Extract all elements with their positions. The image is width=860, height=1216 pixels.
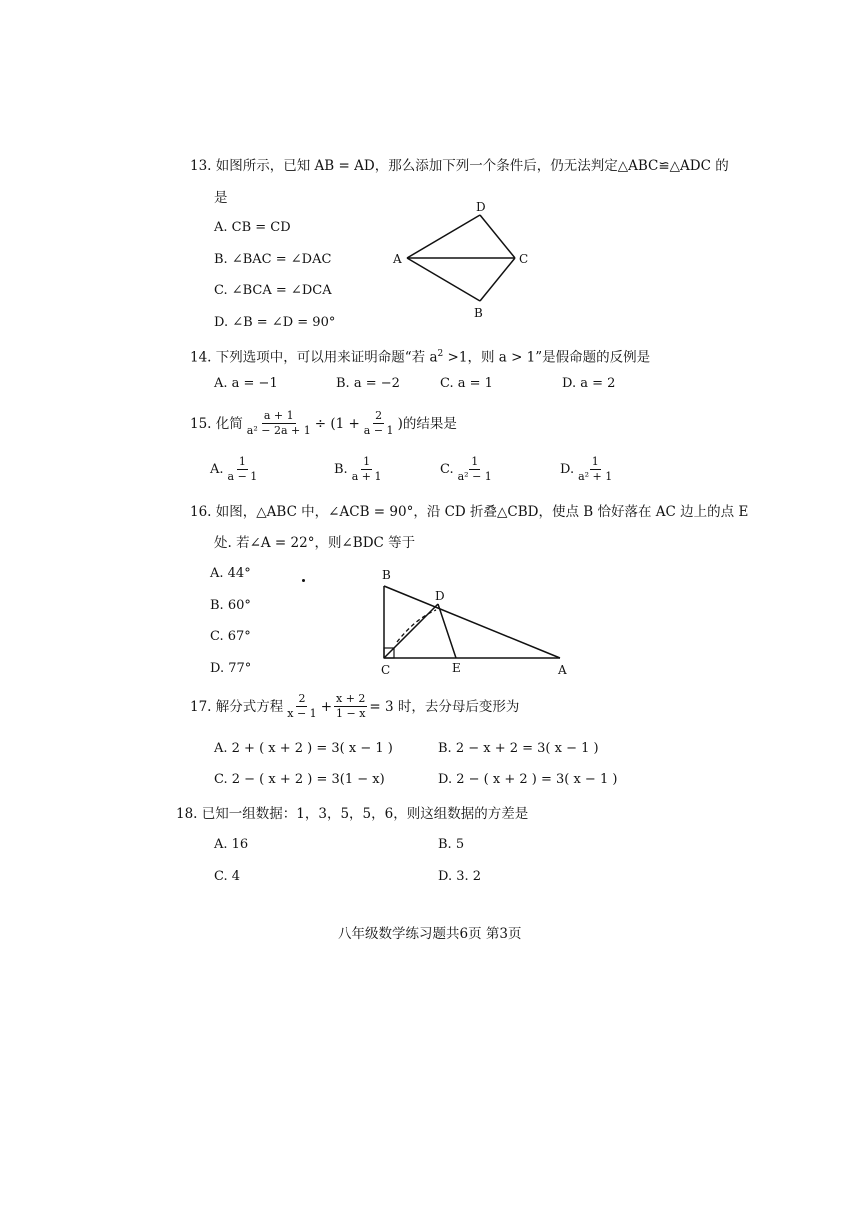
q15-stem — [190, 410, 457, 437]
q16-label-a: A — [558, 663, 567, 677]
q18-option-a: A. 16 — [214, 837, 249, 852]
q15-stem-post: )的结果是 — [397, 415, 457, 432]
q14-option-a: A. a = −1 — [214, 376, 278, 391]
q15-stem-pre: 15. 化简 — [190, 415, 243, 432]
q17-option-b: B. 2 − x + 2 = 3( x − 1 ) — [438, 741, 599, 756]
q17-frac1-den: x − 1 — [287, 707, 317, 720]
q15-option-b — [334, 456, 385, 483]
q15-option-c-den: a² − 1 — [457, 470, 492, 483]
q13-label-d: D — [476, 200, 486, 214]
q14-stem-post: >1，则 a > 1”是假命题的反例是 — [443, 349, 651, 366]
q14-stem — [190, 346, 650, 366]
q17-option-a: A. 2 + ( x + 2 ) = 3( x − 1 ) — [214, 741, 393, 756]
q15-option-a-fraction — [226, 456, 260, 483]
q15-option-a-den: a − 1 — [227, 470, 258, 483]
page-footer: 八年级数学练习题共6页 第3页 — [338, 926, 522, 942]
q13-option-d: D. ∠B = ∠D = 90° — [214, 315, 336, 330]
q14-stem-sup: 2 — [437, 349, 444, 359]
q15-option-c-num: 1 — [471, 455, 479, 468]
q17-option-d: D. 2 − ( x + 2 ) = 3( x − 1 ) — [438, 772, 618, 787]
q13-option-b: B. ∠BAC = ∠DAC — [214, 252, 332, 267]
q15-option-a-letter: A. — [210, 461, 224, 477]
q15-option-c-fraction — [456, 456, 494, 483]
q17-fraction-2 — [334, 693, 367, 720]
q15-frac2-num: 2 — [375, 409, 383, 422]
q15-frac2-den: a − 1 — [363, 424, 394, 437]
q18-stem: 18. 已知一组数据：1，3，5，5，6，则这组数据的方差是 — [176, 806, 529, 822]
q14-option-b: B. a = −2 — [336, 376, 400, 391]
q16-stem-line1: 16. 如图，△ABC 中，∠ACB = 90°，沿 CD 折叠△CBD，使点 B 恰好落在 AC 边上的点 E — [190, 504, 749, 520]
q15-option-b-num: 1 — [363, 455, 371, 468]
q15-option-c-letter: C. — [440, 461, 454, 477]
q18-option-b: B. 5 — [438, 837, 465, 852]
q16-label-e: E — [452, 661, 461, 675]
q15-fraction-1 — [245, 410, 313, 437]
q17-frac2-num: x + 2 — [336, 692, 366, 705]
q15-option-b-fraction — [350, 456, 384, 483]
q14-option-d: D. a = 2 — [562, 376, 616, 391]
q13-label-a: A — [393, 252, 402, 266]
q16-label-b: B — [382, 568, 391, 582]
q16-option-d: D. 77° — [210, 661, 252, 676]
q15-option-a — [210, 456, 261, 483]
q15-option-d-num: 1 — [591, 455, 599, 468]
q18-option-d: D. 3. 2 — [438, 869, 482, 884]
q17-stem — [190, 693, 519, 720]
q18-option-c: C. 4 — [214, 869, 241, 884]
q15-frac1-den: a² − 2a + 1 — [246, 424, 311, 437]
q13-stem-line2: 是 — [214, 190, 228, 206]
q13-label-c: C — [519, 252, 529, 266]
q15-option-b-letter: B. — [334, 461, 348, 477]
q13-option-a: A. CB = CD — [214, 220, 291, 235]
q16-option-a: A. 44° — [210, 566, 251, 581]
q15-frac1-num: a + 1 — [263, 409, 294, 422]
stray-dot — [302, 579, 305, 582]
q16-option-b: B. 60° — [210, 598, 251, 613]
q17-stem-pre: 17. 解分式方程 — [190, 698, 284, 715]
q17-frac2-den: 1 − x — [336, 707, 366, 720]
q13-option-c: C. ∠BCA = ∠DCA — [214, 283, 332, 298]
q16-label-c: C — [381, 663, 391, 677]
q15-option-d — [560, 456, 616, 483]
q13-label-b: B — [474, 306, 483, 320]
q15-fraction-2 — [362, 410, 396, 437]
q17-stem-post: = 3 时，去分母后变形为 — [369, 698, 520, 715]
q15-option-c — [440, 456, 496, 483]
q15-option-d-letter: D. — [560, 461, 575, 477]
q15-option-b-den: a + 1 — [351, 470, 382, 483]
q14-option-c: C. a = 1 — [440, 376, 493, 391]
q17-fraction-1 — [285, 693, 318, 720]
q17-frac1-num: 2 — [298, 692, 306, 705]
q17-option-c: C. 2 − ( x + 2 ) = 3(1 − x) — [214, 772, 385, 787]
q14-stem-pre: 14. 下列选项中，可以用来证明命题“若 a — [190, 349, 438, 366]
q13-stem-line1: 13. 如图所示，已知 AB = AD，那么添加下列一个条件后，仍无法判定△ABC≌△ADC 的 — [190, 158, 729, 174]
q13-figure — [385, 195, 535, 325]
q15-option-a-num: 1 — [238, 455, 246, 468]
q16-label-d: D — [435, 589, 445, 603]
q15-option-d-fraction — [576, 456, 614, 483]
q15-option-d-den: a² + 1 — [578, 470, 613, 483]
q16-figure — [370, 564, 580, 680]
q16-option-c: C. 67° — [210, 629, 251, 644]
q15-mid: ÷ (1 + — [314, 415, 360, 432]
q16-stem-line2: 处. 若∠A = 22°，则∠BDC 等于 — [214, 535, 416, 551]
q17-plus: + — [320, 698, 332, 715]
